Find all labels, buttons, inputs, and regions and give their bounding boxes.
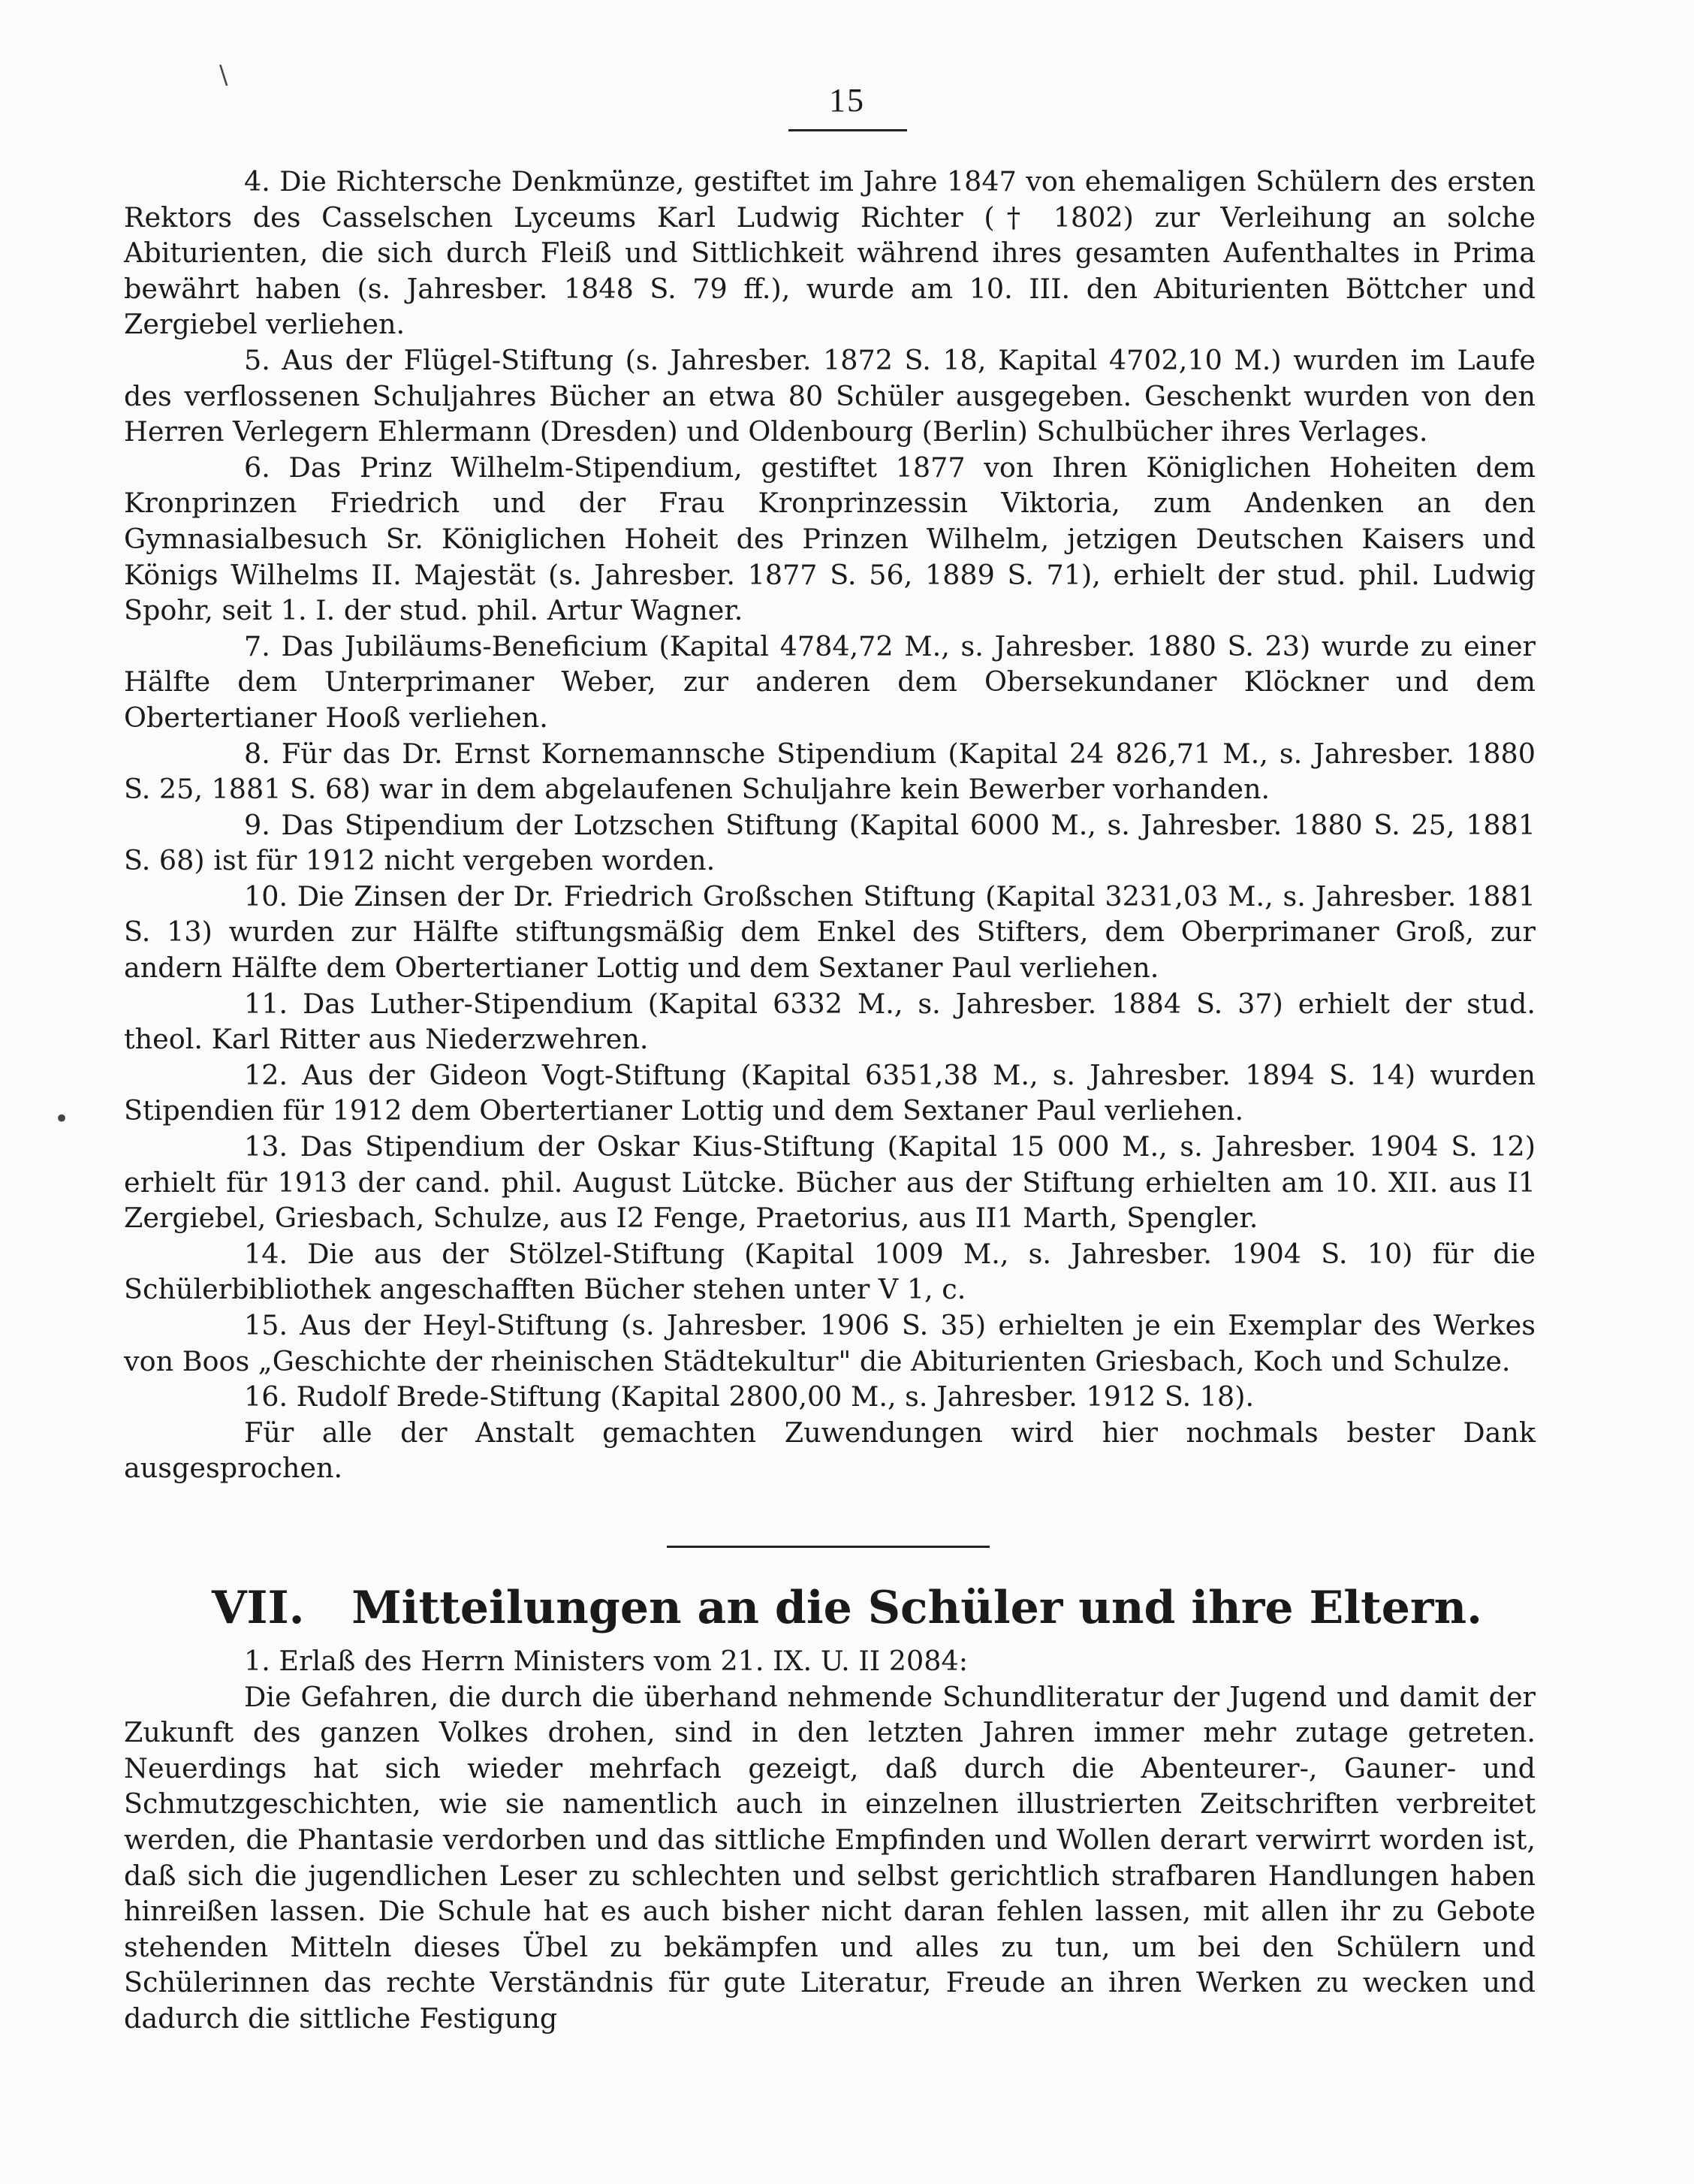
paragraph-item-7: 7. Das Jubiläums-Beneficium (Kapital 4784,72 M., s. Jahresber. 1880 S. 23) wurde zu einer Hälfte dem Unterprimaner Weber, zur anderen dem Obersekundaner Klöckner und dem Obertertianer Hooß verliehen.: [124, 629, 1536, 734]
section-heading: [0, 1580, 1694, 1636]
paragraph-thanks: Für alle der Anstalt gemachten Zuwendungen wird hier nochmals bester Dank ausgesprochen.: [124, 1416, 1536, 1485]
page-number-rule: [788, 129, 907, 131]
section-title: Mitteilungen an die Schüler und ihre Eltern.: [351, 1582, 1483, 1634]
decree-heading: 1. Erlaß des Herrn Ministers vom 21. IX. U. II 2084:: [244, 1645, 968, 1677]
stray-dot: •: [54, 1104, 70, 1134]
section-numeral: VII.: [211, 1582, 305, 1634]
paragraph-item-10: 10. Die Zinsen der Dr. Friedrich Großschen Stiftung (Kapital 3231,03 M., s. Jahresber. 1881 S. 13) wurden zur Hälfte stiftungsmäßig dem Enkel des Stifters, dem Oberprimaner Groß, zur andern Hälfte dem Obertertianer Lottig und dem Sextaner Paul verliehen.: [124, 879, 1536, 985]
paragraph-item-4: 4. Die Richtersche Denkmünze, gestiftet im Jahre 1847 von ehemaligen Schülern des ersten Rektors des Casselschen Lyceums Karl Ludwig Richter († 1802) zur Verleihung an solche Abiturienten, die sich durch Fleiß und Sittlichkeit während ihres gesamten Aufenthaltes in Prima bewährt haben (s. Jahresber. 1848 S. 79 ff.), wurde am 10. III. den Abiturienten Böttcher und Zergiebel verliehen.: [124, 165, 1536, 341]
paragraph-item-8: 8. Für das Dr. Ernst Kornemannsche Stipendium (Kapital 24 826,71 M., s. Jahresber. 1880 S. 25, 1881 S. 68) war in dem abgelaufenen Schuljahre kein Bewerber vorhanden.: [124, 737, 1536, 806]
paragraph-item-12: 12. Aus der Gideon Vogt-Stiftung (Kapital 6351,38 M., s. Jahresber. 1894 S. 14) wurden Stipendien für 1912 dem Obertertianer Lottig und dem Sextaner Paul verliehen.: [124, 1058, 1536, 1127]
section-divider: [667, 1546, 990, 1548]
foundations-list: [124, 164, 1536, 1486]
stray-mark: \: [219, 60, 228, 90]
paragraph-item-5: 5. Aus der Flügel-Stiftung (s. Jahresber. 1872 S. 18, Kapital 4702,10 M.) wurden im Laufe des verflossenen Schuljahres Bücher an etwa 80 Schüler ausgegeben. Geschenkt wurden von den Herren Verlegern Ehlermann (Dresden) und Oldenbourg (Berlin) Schulbücher ihres Verlages.: [124, 343, 1536, 448]
section-spacer: [320, 1582, 336, 1634]
section-body: [124, 1643, 1536, 2037]
decree-text: Die Gefahren, die durch die überhand nehmende Schundliteratur der Jugend und damit der Zukunft des ganzen Volkes drohen, sind in den letzten Jahren immer mehr zutage getreten. Neuerdings hat sich wieder mehrfach gezeigt, daß durch die Abenteurer-, Gauner- und Schmutzgeschichten, wie sie namentlich auch in einzelnen illustrierten Zeitschriften verbreitet werden, die Phantasie verdorben und das sittliche Empfinden und Wollen derart verwirrt worden ist, daß sich die jugendlichen Leser zu schlechten und selbst gerichtlich strafbaren Handlungen haben hinreißen lassen. Die Schule hat es auch bisher nicht daran fehlen lassen, mit allen ihr zu Gebote stehenden Mitteln dieses Übel zu bekämpfen und alles zu tun, um bei den Schülern und Schülerinnen das rechte Verständnis für gute Literatur, Freude an ihren Werken zu wecken und dadurch die sittliche Festigung: [124, 1680, 1536, 2035]
paragraph-item-9: 9. Das Stipendium der Lotzschen Stiftung (Kapital 6000 M., s. Jahresber. 1880 S. 25, 1881 S. 68) ist für 1912 nicht vergeben worden.: [124, 808, 1536, 877]
paragraph-item-14: 14. Die aus der Stölzel-Stiftung (Kapital 1009 M., s. Jahresber. 1904 S. 10) für die Schülerbibliothek angeschafften Bücher stehen unter V 1, c.: [124, 1237, 1536, 1306]
page-number: 15: [829, 82, 865, 119]
paragraph-item-13: 13. Das Stipendium der Oskar Kius-Stiftung (Kapital 15 000 M., s. Jahresber. 1904 S. 12) erhielt für 1913 der cand. phil. August Lütcke. Bücher aus der Stiftung erhielten am 10. XII. aus I1 Zergiebel, Griesbach, Schulze, aus I2 Fenge, Praetorius, aus II1 Marth, Spengler.: [124, 1130, 1536, 1235]
paragraph-item-6: 6. Das Prinz Wilhelm-Stipendium, gestiftet 1877 von Ihren Königlichen Hoheiten dem Kronprinzen Friedrich und der Frau Kronprinzessin Viktoria, zum Andenken an den Gymnasialbesuch Sr. Königlichen Hoheit des Prinzen Wilhelm, jetzigen Deutschen Kaisers und Königs Wilhelms II. Majestät (s. Jahresber. 1877 S. 56, 1889 S. 71), erhielt der stud. phil. Ludwig Spohr, seit 1. I. der stud. phil. Artur Wagner.: [124, 451, 1536, 627]
paragraph-item-15: 15. Aus der Heyl-Stiftung (s. Jahresber. 1906 S. 35) erhielten je ein Exemplar des Werkes von Boos „Geschichte der rheinischen Städtekultur" die Abiturienten Griesbach, Koch und Schulze.: [124, 1309, 1536, 1377]
paragraph-item-16: 16. Rudolf Brede-Stiftung (Kapital 2800,00 M., s. Jahresber. 1912 S. 18).: [244, 1380, 1255, 1413]
paragraph-item-11: 11. Das Luther-Stipendium (Kapital 6332 M., s. Jahresber. 1884 S. 37) erhielt der stud. theol. Karl Ritter aus Niederzwehren.: [124, 987, 1536, 1056]
